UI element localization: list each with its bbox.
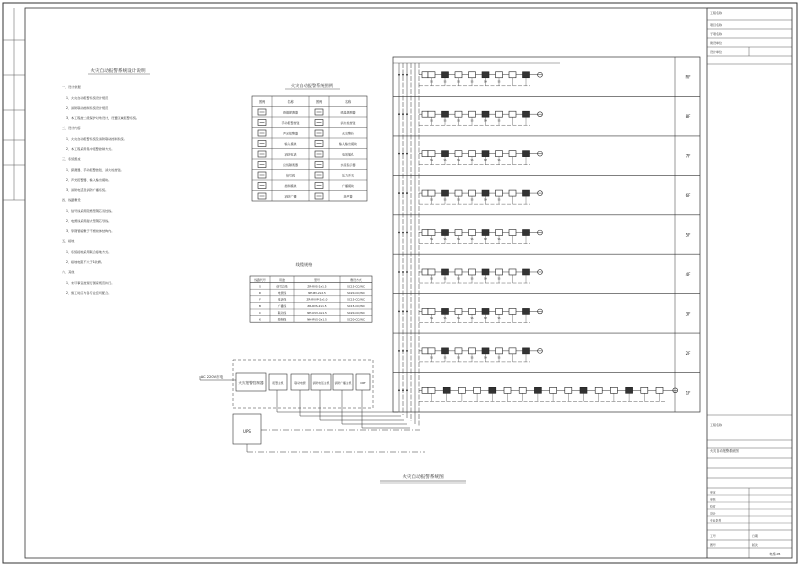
device-code: SS xyxy=(430,356,433,360)
wiring-cell: B xyxy=(259,304,261,309)
floor-label: 6F xyxy=(685,193,691,199)
device-code: SS xyxy=(430,238,433,242)
notes-line: 四、线路敷设 xyxy=(62,198,81,202)
isolator-icon xyxy=(422,348,428,354)
device-code: SH xyxy=(483,316,488,320)
binding-strip xyxy=(3,8,25,200)
legend-header: 名称 xyxy=(344,100,352,104)
device-code: SS xyxy=(430,198,433,202)
wiring-cell: 控制线 xyxy=(277,317,287,322)
wiring-cell: F xyxy=(259,297,261,302)
junction-dot xyxy=(406,350,408,352)
wiring-cell: NH-BV-2x2.5 xyxy=(308,291,326,295)
control-unit-label: 报警主机 xyxy=(272,381,284,385)
junction-dot xyxy=(402,74,404,76)
legend-grid xyxy=(252,96,367,201)
wiring-grid xyxy=(250,276,372,322)
detector-icon xyxy=(469,111,476,117)
control-room-label: 火灾报警控制器 xyxy=(238,381,264,385)
junction-dot xyxy=(406,311,408,313)
device-code: SS xyxy=(443,159,447,163)
legend-header: 图例 xyxy=(258,100,266,104)
title-block-label: 版次 xyxy=(752,543,758,547)
wiring-cell: D xyxy=(258,291,262,295)
detector-icon xyxy=(496,111,503,117)
detector-icon xyxy=(474,387,481,393)
junction-dot xyxy=(402,192,404,194)
device-code: SS xyxy=(497,277,501,281)
floor-label: RF xyxy=(685,74,691,80)
ups-label: UPS xyxy=(243,429,251,434)
detector-icon xyxy=(455,308,462,314)
device-code: SH xyxy=(483,198,488,202)
detector-icon xyxy=(523,190,530,196)
detector-icon xyxy=(428,387,435,393)
isolator-icon xyxy=(422,387,428,393)
detector-icon xyxy=(455,230,462,236)
device-code: SS xyxy=(443,119,447,123)
notes-line: 三、系统组成 xyxy=(62,157,81,161)
wiring-cell: ZR-RVS-2x1.5 xyxy=(307,304,327,309)
junction-dot xyxy=(402,153,404,155)
title-block-label: 图号 xyxy=(710,543,716,547)
wiring-cell: 电话线 xyxy=(277,297,287,302)
floor-label: 8F xyxy=(685,114,691,120)
title-block-label: 子项名称 xyxy=(710,32,723,36)
device-code: SS xyxy=(470,159,474,163)
detector-icon xyxy=(469,190,476,196)
detector-icon xyxy=(523,308,530,314)
detector-icon xyxy=(496,269,503,275)
device-code: SS xyxy=(497,238,501,242)
detector-icon xyxy=(534,387,541,393)
junction-dot xyxy=(398,153,400,155)
detector-icon xyxy=(469,348,476,354)
signature-label: 审核 xyxy=(710,497,716,502)
title-block-label: 工号 xyxy=(710,534,716,538)
device-code: SS xyxy=(497,119,501,123)
legend-name: 输入模块 xyxy=(284,142,297,146)
isolator-icon xyxy=(422,111,428,117)
title-block-label: 设计单位 xyxy=(710,50,723,54)
detector-icon xyxy=(442,230,449,236)
device-code: SS xyxy=(457,159,460,163)
detector-icon xyxy=(455,151,462,157)
isolator-icon xyxy=(422,308,428,314)
detector-icon xyxy=(455,72,462,78)
junction-dot xyxy=(406,232,408,234)
notes-line: 3、消防电话及消防广播系统。 xyxy=(66,188,109,192)
junction-dot xyxy=(406,192,408,194)
wiring-header: 用途 xyxy=(279,277,285,282)
device-code: SS xyxy=(470,80,474,84)
detector-icon xyxy=(523,348,530,354)
detector-icon xyxy=(482,269,489,275)
floor-label: 5F xyxy=(685,232,691,238)
device-code: SS xyxy=(443,356,447,360)
device-code: SH xyxy=(483,356,488,360)
drawing-name: 火灾自动报警系统图 xyxy=(710,449,739,453)
notes-line: 2、消防联动控制系统设计规范 xyxy=(66,106,109,110)
notes-line: 1、火灾自动报警系统设计规范 xyxy=(66,96,109,100)
legend-name: 信号阀 xyxy=(285,173,296,178)
signature-label: 校对 xyxy=(710,504,716,509)
floor-label: 1F xyxy=(685,390,691,396)
legend-name: 输入输出模块 xyxy=(338,142,358,146)
wiring-cell: 信号总线 xyxy=(276,284,288,289)
detector-icon xyxy=(496,308,503,314)
detector-icon xyxy=(442,151,449,157)
legend-name: 电话插孔 xyxy=(341,152,355,157)
detector-icon xyxy=(509,308,516,314)
wiring-cell: S xyxy=(259,284,261,289)
detector-icon xyxy=(455,190,462,196)
detector-icon xyxy=(428,111,435,117)
device-code: SS xyxy=(497,159,501,163)
junction-dot xyxy=(402,311,404,313)
legend-name: 消防电话 xyxy=(284,152,297,157)
device-code: SS xyxy=(443,80,447,84)
design-notes xyxy=(62,67,150,295)
notes-line: 2、电源线采用耐火型铜芯导线。 xyxy=(66,219,112,223)
detector-icon xyxy=(469,308,476,314)
wiring-cell: 联动线 xyxy=(277,310,287,315)
legend-name: 消火栓按钮 xyxy=(340,121,356,125)
detector-icon xyxy=(641,387,648,393)
detector-icon xyxy=(428,72,435,78)
title-block-label: 工程名称 xyxy=(710,11,723,15)
signature-label: 审定 xyxy=(710,490,716,495)
title-block xyxy=(707,8,792,558)
floor-label: 2F xyxy=(685,350,691,356)
detector-icon xyxy=(428,308,435,314)
notes-line: 1、未尽事宜按现行国家规范执行。 xyxy=(66,281,115,285)
notes-line: 一、设计依据 xyxy=(62,85,81,89)
junction-dot xyxy=(398,113,400,115)
junction-dot xyxy=(406,113,408,115)
detector-icon xyxy=(428,190,435,196)
wiring-cell: ZR-RVVP-2x1.0 xyxy=(306,297,328,302)
detector-icon xyxy=(469,230,476,236)
wiring-header: 型号 xyxy=(314,277,320,282)
detector-icon xyxy=(565,387,572,393)
device-code: SS xyxy=(470,198,474,202)
device-code: SS xyxy=(497,80,501,84)
detector-icon xyxy=(443,387,450,393)
device-code: SH xyxy=(483,119,488,123)
signature-label: 设计 xyxy=(710,511,716,516)
notes-line: 二、设计内容 xyxy=(62,126,81,130)
device-code: SS xyxy=(470,277,474,281)
junction-dot xyxy=(402,232,404,234)
outer-frame xyxy=(3,3,797,563)
detector-icon xyxy=(509,269,516,275)
legend-header: 图例 xyxy=(315,100,323,104)
legend-name: 火灾警铃 xyxy=(341,131,355,136)
isolator-icon xyxy=(422,72,428,78)
device-code: SS xyxy=(457,198,460,202)
wiring-cell: 电源线 xyxy=(277,291,287,295)
junction-dot xyxy=(398,192,400,194)
detector-icon xyxy=(458,387,465,393)
notes-line: 2、声光报警器、输入输出模块。 xyxy=(66,178,112,182)
device-code: SS xyxy=(470,356,474,360)
device-code: SS xyxy=(470,316,474,320)
isolator-icon xyxy=(422,269,428,275)
title-block-label: 项目名称 xyxy=(710,23,723,27)
detector-icon xyxy=(509,348,516,354)
detector-icon xyxy=(523,269,530,275)
detector-icon xyxy=(442,111,449,117)
detector-icon xyxy=(442,348,449,354)
detector-icon xyxy=(482,111,489,117)
wiring-cell: 广播线 xyxy=(277,304,287,309)
detector-icon xyxy=(523,111,530,117)
detector-icon xyxy=(509,72,516,78)
device-code: SS xyxy=(457,316,460,320)
legend-name: 水流指示器 xyxy=(340,163,356,167)
wiring-title: 线缆规格 xyxy=(295,262,313,267)
wiring-cell: NH-KVV-4x1.5 xyxy=(307,310,327,315)
detector-icon xyxy=(496,151,503,157)
junction-dot xyxy=(402,113,404,115)
device-code: SS xyxy=(430,159,433,163)
wiring-cell: NH-RVS-2x1.5 xyxy=(307,317,327,322)
legend-header: 名称 xyxy=(287,100,294,104)
device-code: SS xyxy=(457,356,460,360)
notes-line: 2、施工时应与各专业密切配合。 xyxy=(66,291,112,295)
device-code: SS xyxy=(470,119,474,123)
detector-icon xyxy=(626,387,633,393)
detector-icon xyxy=(610,387,617,393)
detector-icon xyxy=(469,151,476,157)
notes-line: 3、本工程按二级保护对象设计，设置区域报警系统。 xyxy=(66,116,140,120)
legend-name: 感烟探测器 xyxy=(282,110,299,115)
junction-dot xyxy=(406,153,408,155)
notes-line: 1、信号线采用阻燃型铜芯双绞线。 xyxy=(66,209,115,213)
device-code: SH xyxy=(483,277,488,281)
device-code: SS xyxy=(497,198,501,202)
signature-label: 专业负责 xyxy=(710,518,722,523)
legend-name: 手动报警按钮 xyxy=(281,121,300,125)
detector-icon xyxy=(428,348,435,354)
notes-line: 3、穿钢管暗敷于不燃烧体结构内。 xyxy=(66,229,115,233)
junction-dot xyxy=(406,389,408,391)
floor-label: 7F xyxy=(685,153,691,159)
detector-icon xyxy=(509,190,516,196)
notes-line: 1、火灾自动报警系统及消防联动控制系统。 xyxy=(66,137,127,141)
detector-icon xyxy=(428,269,435,275)
control-unit-label: 消防电话主机 xyxy=(312,381,330,385)
control-unit-label: 消防广播主机 xyxy=(334,381,352,385)
detector-icon xyxy=(523,151,530,157)
detector-icon xyxy=(504,387,511,393)
detector-icon xyxy=(482,230,489,236)
notes-line: 1、系统接地采用联合接地方式。 xyxy=(66,250,112,254)
floor-label: 4F xyxy=(685,271,691,277)
drawing-code: 电施-05 xyxy=(769,552,781,556)
wiring-cell: SC20-CC/WC xyxy=(347,291,365,295)
notes-line: 2、接地电阻不大于1欧姆。 xyxy=(66,260,104,264)
wiring-cell: SC20-CC/WC xyxy=(347,310,365,315)
notes-line: 五、接地 xyxy=(62,239,75,243)
legend-name: 广播模块 xyxy=(341,184,355,188)
detector-icon xyxy=(496,348,503,354)
wiring-cell: ZR-RVS-2x1.5 xyxy=(307,284,327,289)
wiring-header: 敷设方式 xyxy=(350,277,362,282)
detector-icon xyxy=(442,190,449,196)
detector-icon xyxy=(496,72,503,78)
detector-icon xyxy=(428,230,435,236)
legend-name: 控制模块 xyxy=(284,184,297,188)
detector-icon xyxy=(428,151,435,157)
title-block-label: 工程名称 xyxy=(710,423,723,427)
detector-icon xyxy=(656,387,663,393)
control-unit-label: CRT xyxy=(360,381,366,385)
detector-icon xyxy=(442,72,449,78)
detector-icon xyxy=(469,269,476,275)
detector-icon xyxy=(482,308,489,314)
detector-icon xyxy=(455,269,462,275)
legend-table xyxy=(252,82,367,201)
device-code: SS xyxy=(443,238,447,242)
wiring-cell: SC15-CC/WC xyxy=(347,304,365,309)
isolator-icon xyxy=(422,230,428,236)
detector-icon xyxy=(482,151,489,157)
detector-icon xyxy=(595,387,602,393)
control-unit-label: 联动电源 xyxy=(294,381,306,385)
legend-name: 扬声器 xyxy=(343,194,353,199)
notes-text-block xyxy=(62,84,139,295)
device-code: SS xyxy=(497,316,501,320)
device-code: SS xyxy=(457,238,460,242)
device-code: SS xyxy=(443,277,447,281)
junction-dot xyxy=(398,350,400,352)
junction-dot xyxy=(402,350,404,352)
title-block-label: 建设单位 xyxy=(710,41,723,45)
detector-icon xyxy=(455,111,462,117)
wiring-cell: K xyxy=(259,317,261,322)
junction-dot xyxy=(402,389,404,391)
detector-icon xyxy=(580,387,587,393)
wiring-header: 线路代号 xyxy=(254,277,266,282)
wiring-cell: C xyxy=(259,310,261,315)
isolator-icon xyxy=(422,151,428,157)
device-code: SS xyxy=(497,356,501,360)
notes-line: 1、探测器、手动报警按钮、消火栓按钮。 xyxy=(66,168,124,172)
legend-name: 总线隔离器 xyxy=(282,163,299,167)
detector-icon xyxy=(469,72,476,78)
device-code: SS xyxy=(443,198,447,202)
drawing-title: 火灾自动报警系统图 xyxy=(402,475,444,480)
riser-frame xyxy=(393,57,700,412)
device-code: SS xyxy=(430,316,433,320)
legend-name: 压力开关 xyxy=(341,173,355,178)
legend-name: 消防广播 xyxy=(284,194,297,199)
notes-title: 火灾自动报警系统设计说明 xyxy=(90,69,146,74)
detector-icon xyxy=(550,387,557,393)
wiring-table xyxy=(250,261,372,322)
junction-dot xyxy=(398,232,400,234)
device-code: SH xyxy=(483,159,488,163)
device-code: SS xyxy=(430,277,433,281)
detector-icon xyxy=(482,72,489,78)
detector-icon xyxy=(523,72,530,78)
detector-icon xyxy=(442,308,449,314)
wiring-cell: SC15-CC/WC xyxy=(347,297,365,302)
device-code: SS xyxy=(430,80,433,84)
junction-dot xyxy=(398,74,400,76)
detector-icon xyxy=(489,387,496,393)
fire-control-room xyxy=(200,360,425,452)
junction-dot xyxy=(406,271,408,273)
wiring-cell: SC20-CC/WC xyxy=(347,317,365,322)
junction-dot xyxy=(398,389,400,391)
detector-icon xyxy=(523,230,530,236)
legend-title: 火灾自动报警系统图例 xyxy=(291,83,333,88)
control-units xyxy=(269,374,370,390)
detector-icon xyxy=(482,348,489,354)
detector-icon xyxy=(509,111,516,117)
detector-icon xyxy=(509,230,516,236)
isolator-icon xyxy=(422,190,428,196)
device-code: SS xyxy=(430,119,433,123)
incoming-power-label: AC 220V市电 xyxy=(200,375,224,379)
junction-dot xyxy=(398,271,400,273)
device-code: SS xyxy=(457,80,460,84)
floor-label: 3F xyxy=(685,311,691,317)
notes-line: 2、本工程采用集中报警控制方式。 xyxy=(66,147,115,151)
device-code: SS xyxy=(470,238,474,242)
device-code: SS xyxy=(457,277,460,281)
device-code: SH xyxy=(483,80,488,84)
wiring-cell: SC15-CC/WC xyxy=(347,284,365,289)
detector-icon xyxy=(509,151,516,157)
device-code: SS xyxy=(457,119,460,123)
device-code: SH xyxy=(483,238,488,242)
riser-diagram xyxy=(393,57,700,427)
junction-dot xyxy=(406,74,408,76)
detector-icon xyxy=(482,190,489,196)
notes-line: 六、其他 xyxy=(62,270,75,274)
device-code: SS xyxy=(443,316,447,320)
legend-name: 声光报警器 xyxy=(282,131,299,136)
junction-dot xyxy=(398,311,400,313)
detector-icon xyxy=(496,230,503,236)
title-block-label: 日期 xyxy=(752,534,758,538)
detector-icon xyxy=(519,387,526,393)
detector-icon xyxy=(496,190,503,196)
detector-icon xyxy=(442,269,449,275)
junction-dot xyxy=(402,271,404,273)
legend-name: 感温探测器 xyxy=(340,110,356,115)
detector-icon xyxy=(455,348,462,354)
